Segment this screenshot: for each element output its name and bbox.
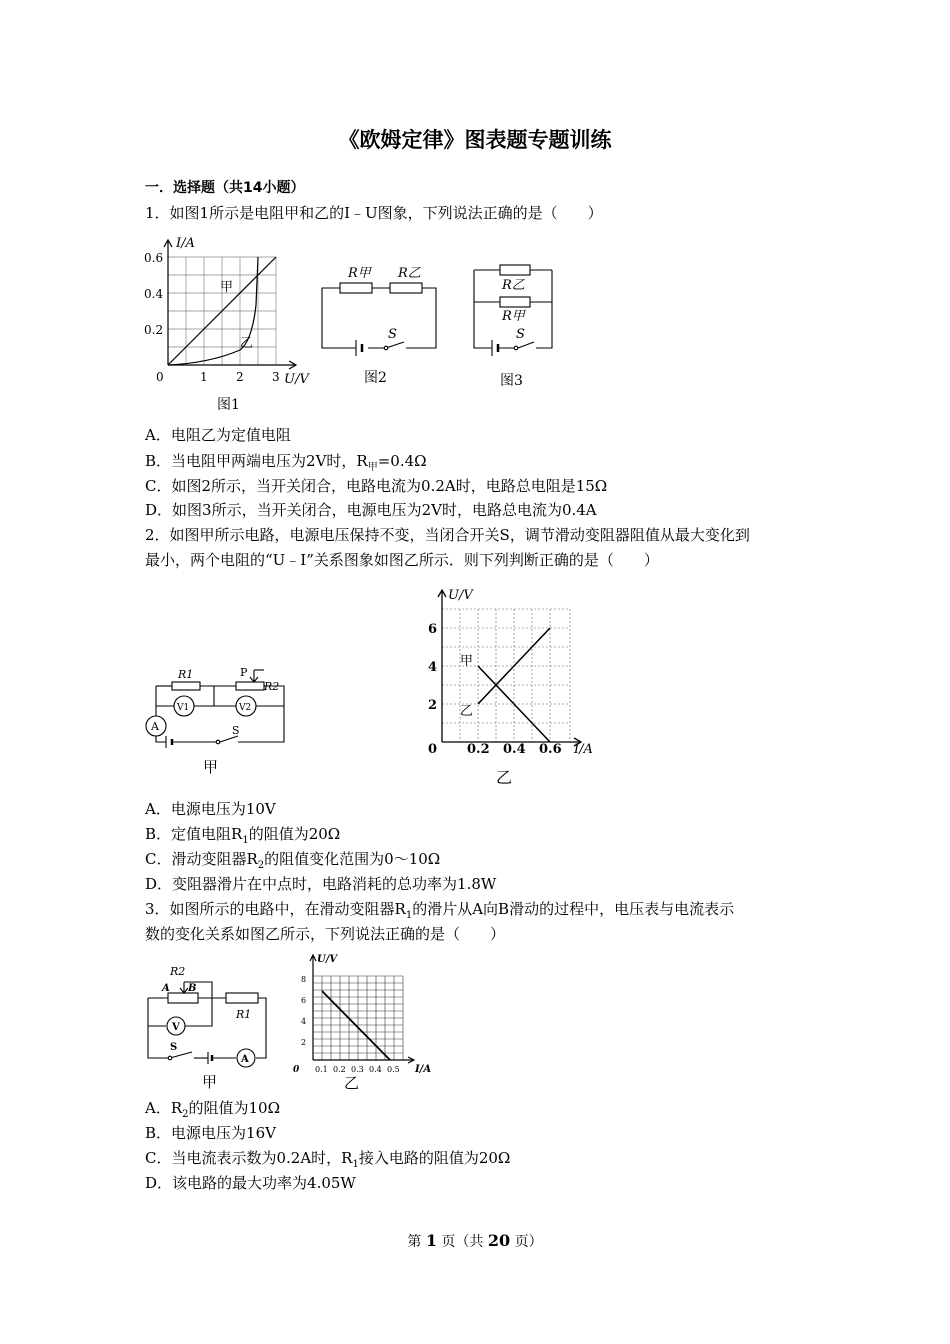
fig1-xtick: 1	[200, 370, 208, 384]
q3-circuit	[140, 960, 290, 1095]
q3-graph-caption: 乙	[344, 1074, 360, 1092]
q2-option-c-value: 的阻值变化范围为0～10Ω	[264, 850, 441, 868]
fig1-ytick: 0.2	[144, 323, 164, 337]
footer-total-pages: 20	[487, 1231, 511, 1250]
fig2-switch-label: S	[388, 327, 397, 342]
q2-option-d: D．变阻器滑片在中点时，电路消耗的总功率为1.8W	[145, 875, 497, 893]
q3-xtick: 0.4	[369, 1065, 382, 1074]
fig1-label-jia: 甲	[220, 280, 234, 295]
page-title: 《欧姆定律》图表题专题训练	[338, 128, 612, 152]
q3-xtick: 0.5	[387, 1065, 400, 1074]
q2-circuit-caption: 甲	[203, 758, 219, 776]
fig1-caption: 图1	[217, 397, 240, 413]
q3-option-a-value: 的阻值为10Ω	[188, 1099, 281, 1117]
fig1-ytick: 0.4	[144, 287, 164, 301]
q3-xlabel: I/A	[415, 1064, 432, 1075]
q2-stem-line1: 2．如图甲所示电路，电源电压保持不变，当闭合开关S，调节滑动变阻器阻值从最大变化到	[145, 526, 750, 544]
section-heading: 一．选择题（共14小题）	[145, 180, 305, 196]
q2-option-b-value: 的阻值为20Ω	[248, 825, 341, 843]
q3-xtick: 0	[293, 1065, 300, 1075]
fig2-r-yi-label: R乙	[398, 266, 421, 281]
fig1-xtick: 0	[156, 370, 164, 384]
q2-ytick: 4	[428, 660, 438, 675]
q2-p-label: P	[240, 666, 248, 679]
q3-stem-line2: 数的变化关系如图乙所示，下列说法正确的是（ ）	[145, 925, 506, 943]
q2-r1	[172, 682, 200, 690]
q2-circuit	[140, 660, 300, 780]
q2-ytick: 6	[428, 622, 438, 637]
q3-option-a-text: A．R	[145, 1099, 183, 1117]
q3-r1-label: R1	[236, 1008, 252, 1021]
q3-ytick: 8	[301, 975, 307, 984]
q3-s-label: S	[170, 1042, 178, 1053]
q3-ytick: 4	[301, 1017, 307, 1026]
q1-option-b-value: =0.4Ω	[377, 452, 427, 470]
q2-xlabel: I/A	[574, 742, 593, 757]
q3-stem-text-2: 的滑片从A向B滑动的过程中，电压表与电流表示	[412, 900, 735, 918]
q3-r2-label: R2	[170, 965, 186, 978]
q2-r2	[236, 682, 264, 690]
fig1-ytick: 0.6	[144, 251, 164, 265]
q3-xtick: 0.3	[351, 1065, 364, 1074]
footer-pre: 第	[407, 1234, 426, 1250]
q2-label-jia: 甲	[460, 654, 474, 669]
footer-post: 页）	[510, 1234, 543, 1250]
q3-stem-text: 3．如图所示的电路中，在滑动变阻器R	[145, 900, 406, 918]
q3-stem-line1	[145, 899, 734, 926]
fig3-switch-label: S	[516, 327, 525, 342]
q1-stem: 1．如图1所示是电阻甲和乙的I﹣U图象，下列说法正确的是（ ）	[145, 204, 603, 222]
q2-option-b	[145, 824, 340, 851]
q2-graph-caption: 乙	[496, 768, 513, 787]
fig3-r-yi-label: R乙	[502, 278, 525, 293]
q3-b-point: B	[188, 983, 197, 994]
fig3-r-jia	[500, 297, 530, 307]
q3-xtick: 0.2	[333, 1065, 346, 1074]
fig1-ylabel: I/A	[176, 236, 195, 251]
fig2-r-jia	[340, 283, 372, 293]
q2-xtick: 0.4	[503, 742, 526, 757]
q2-stem-line2: 最小，两个电阻的“U﹣I”关系图象如图乙所示．则下列判断正确的是（ ）	[145, 551, 659, 569]
q2-ylabel: U/V	[448, 588, 473, 603]
q3-stem-sub: 1	[405, 910, 413, 921]
q2-label-yi: 乙	[460, 704, 474, 719]
fig1-label-yi: 乙	[240, 336, 254, 351]
q3-ytick: 6	[301, 996, 307, 1005]
q3-xtick: 0.1	[315, 1065, 328, 1074]
q1-option-b-sub: 甲	[367, 462, 378, 473]
q2-option-c	[145, 849, 440, 876]
q2-s-label: S	[232, 724, 240, 737]
q1-option-d: D．如图3所示，当开关闭合，电源电压为2V时，电路总电流为0.4A	[145, 501, 597, 519]
q3-option-c-sub: 1	[352, 1159, 359, 1170]
q3-a-label: A	[241, 1054, 249, 1065]
q2-option-c-sub: 2	[257, 860, 265, 871]
q3-graph	[285, 950, 435, 1095]
q1-option-c: C．如图2所示，当开关闭合，电路电流为0.2A时，电路总电阻是15Ω	[145, 477, 608, 495]
q3-a-point: A	[162, 983, 170, 994]
q1-fig3-circuit	[470, 262, 560, 392]
q2-option-c-text: C．滑动变阻器R	[145, 850, 258, 868]
q2-graph	[420, 585, 605, 790]
footer-page-number: 1	[425, 1231, 437, 1250]
fig2-caption: 图2	[364, 370, 387, 386]
page-footer	[0, 1231, 950, 1251]
q1-option-a: A．电阻乙为定值电阻	[145, 426, 291, 444]
q3-v-label: V	[172, 1022, 180, 1033]
q2-xtick: 0.6	[539, 742, 562, 757]
q3-option-a-sub: 2	[182, 1109, 189, 1120]
q3-option-d: D．该电路的最大功率为4.05W	[145, 1174, 356, 1192]
fig1-xlabel: U/V	[284, 372, 309, 387]
q2-xtick: 0.2	[467, 742, 490, 757]
q2-r1-label: R1	[178, 668, 194, 681]
q2-option-a: A．电源电压为10V	[145, 800, 276, 818]
q3-option-c	[145, 1148, 510, 1175]
fig1-xtick: 3	[272, 370, 280, 384]
fig1-xtick: 2	[236, 370, 244, 384]
q3-circuit-caption: 甲	[202, 1073, 218, 1091]
q1-option-b	[145, 451, 427, 478]
q2-option-b-text: B．定值电阻R	[145, 825, 243, 843]
fig2-r-yi	[390, 283, 422, 293]
q3-option-c-text: C．当电流表示数为0.2A时，R	[145, 1149, 353, 1167]
q2-r2-label: R2	[264, 680, 280, 693]
q2-v2-label: V2	[239, 703, 252, 713]
q3-series	[322, 991, 390, 1060]
q3-option-a	[145, 1098, 280, 1125]
q2-a-label: A	[151, 720, 159, 733]
fig3-r-jia-label: R甲	[502, 309, 525, 324]
fig2-r-jia-label: R甲	[348, 266, 371, 281]
q2-v1-label: V1	[177, 703, 190, 713]
fig3-caption: 图3	[500, 373, 523, 389]
footer-mid: 页（共	[436, 1234, 488, 1250]
q1-option-b-text: B．当电阻甲两端电压为2V时，R	[145, 452, 368, 470]
q3-option-b: B．电源电压为16V	[145, 1124, 276, 1142]
q3-ytick: 2	[301, 1038, 307, 1047]
q3-option-c-value: 接入电路的阻值为20Ω	[358, 1149, 511, 1167]
q3-r1	[226, 993, 258, 1003]
q3-r2	[168, 993, 198, 1003]
q2-option-b-sub: 1	[242, 835, 249, 846]
q3-ylabel: U/V	[317, 954, 338, 965]
q1-fig2-circuit	[318, 262, 443, 392]
q2-ytick: 2	[428, 698, 438, 713]
q1-fig1-graph	[140, 235, 320, 415]
fig3-r-yi	[500, 265, 530, 275]
q3-grid	[313, 976, 403, 1060]
q2-xtick: 0	[428, 742, 438, 757]
